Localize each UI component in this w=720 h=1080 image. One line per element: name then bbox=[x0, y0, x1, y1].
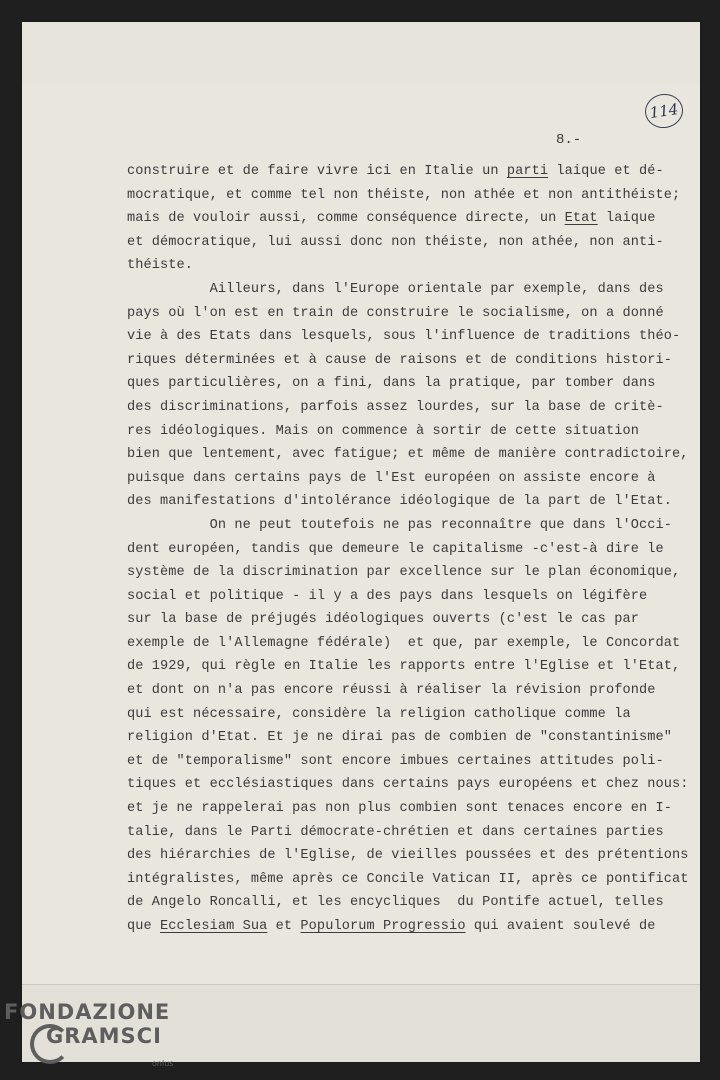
text-line bbox=[127, 726, 687, 750]
logo-suffix: onlus bbox=[152, 1059, 174, 1068]
fondazione-gramsci-logo bbox=[4, 1000, 174, 1068]
text-segment: qui est nécessaire, considère la religion catholique comme la bbox=[127, 706, 631, 722]
text-line bbox=[127, 349, 687, 373]
text-line bbox=[127, 750, 687, 774]
text-segment: laique et dé- bbox=[548, 164, 664, 179]
text-line bbox=[127, 302, 687, 326]
text-segment: religion d'Etat. Et je ne dirai pas de combien de "constantinisme" bbox=[127, 730, 672, 746]
text-line bbox=[127, 868, 687, 892]
page-number: 8.- bbox=[556, 132, 582, 148]
text-segment: mais de vouloir aussi, comme conséquence directe, un bbox=[127, 211, 565, 227]
underlined-text: Ecclesiam Sua bbox=[160, 919, 268, 934]
text-segment: vie à des Etats dans lesquels, sous l'influence de traditions théo- bbox=[127, 329, 681, 345]
text-line bbox=[127, 632, 687, 656]
text-line bbox=[127, 655, 687, 679]
text-segment: exemple de l'Allemagne fédérale) et que, par exemple, le Concordat bbox=[127, 635, 681, 651]
text-segment: construire et de faire vivre ici en Italie un bbox=[127, 164, 507, 179]
text-segment: res idéologiques. Mais on commence à sortir de cette situation bbox=[127, 423, 639, 439]
text-segment: théiste. bbox=[127, 258, 194, 274]
text-segment: de Angelo Roncalli, et les encycliques du Pontife actuel, telles bbox=[127, 895, 664, 911]
text-line bbox=[127, 915, 687, 939]
text-segment: bien que lentement, avec fatigue; et même de manière contradictoire, bbox=[127, 447, 689, 463]
text-segment: riques déterminées et à cause de raisons et de conditions histori- bbox=[127, 352, 672, 368]
text-line bbox=[127, 844, 687, 868]
text-segment: pays où l'on est en train de construire le socialisme, on a donné bbox=[127, 305, 664, 321]
text-line bbox=[127, 254, 687, 278]
text-line bbox=[127, 797, 687, 821]
text-segment: laique bbox=[597, 211, 656, 227]
typewritten-body bbox=[127, 160, 687, 939]
underlined-text: Etat bbox=[564, 211, 598, 227]
text-segment: Ailleurs, dans l'Europe orientale par exemple, dans des bbox=[127, 281, 664, 297]
text-segment: et de "temporalisme" sont encore imbues certaines attitudes poli- bbox=[127, 753, 664, 769]
text-segment: sur la base de préjugés idéologiques ouverts (c'est le cas par bbox=[127, 612, 639, 628]
text-segment: tiques et ecclésiastiques dans certains pays européens et chez nous: bbox=[127, 777, 689, 793]
text-segment: des hiérarchies de l'Eglise, de vieilles poussées et des prétentions bbox=[127, 848, 689, 864]
text-line bbox=[127, 207, 687, 231]
text-segment: de 1929, qui règle en Italie les rapports entre l'Eglise et l'Etat, bbox=[127, 659, 681, 675]
text-line bbox=[127, 538, 687, 562]
text-segment: intégralistes, même après ce Concile Vatican II, après ce pontificat bbox=[127, 871, 689, 887]
text-segment: On ne peut toutefois ne pas reconnaître que dans l'Occi- bbox=[127, 517, 672, 533]
text-line bbox=[127, 278, 687, 302]
text-segment: dent européen, tandis que demeure le capitalisme -c'est-à dire le bbox=[127, 541, 664, 557]
text-segment: que bbox=[127, 919, 161, 934]
underlined-text: parti bbox=[506, 164, 549, 179]
text-line bbox=[127, 891, 687, 915]
text-line bbox=[127, 703, 687, 727]
text-line bbox=[127, 679, 687, 703]
text-line bbox=[127, 821, 687, 845]
text-segment: et je ne rappelerai pas non plus combien sont tenaces encore en I- bbox=[127, 801, 672, 817]
text-segment: et bbox=[267, 919, 301, 934]
logo-g-mark-icon bbox=[30, 1024, 70, 1064]
text-line bbox=[127, 773, 687, 797]
text-line bbox=[127, 420, 687, 444]
text-line bbox=[127, 396, 687, 420]
underlined-text: Populorum Progressio bbox=[300, 919, 466, 934]
text-segment: social et politique - il y a des pays dans lesquels on légifère bbox=[127, 588, 648, 604]
text-line bbox=[127, 372, 687, 396]
text-segment: ques particulières, on a fini, dans la pratique, par tomber dans bbox=[127, 376, 656, 392]
text-segment: puisque dans certains pays de l'Est européen on assiste encore à bbox=[127, 470, 656, 486]
text-line bbox=[127, 514, 687, 538]
text-line bbox=[127, 608, 687, 632]
text-line bbox=[127, 325, 687, 349]
text-segment: des discriminations, parfois assez lourdes, sur la base de critè- bbox=[127, 399, 664, 415]
text-line bbox=[127, 561, 687, 585]
text-line bbox=[127, 184, 687, 208]
text-segment: qui avaient soulevé de bbox=[465, 919, 656, 934]
text-segment: talie, dans le Parti démocrate-chrétien et dans certaines parties bbox=[127, 824, 664, 840]
folio-stamp: 114 bbox=[643, 92, 685, 131]
text-line bbox=[127, 231, 687, 255]
text-line bbox=[127, 160, 687, 184]
text-segment: système de la discrimination par excellence sur le plan économique, bbox=[127, 565, 681, 581]
text-line bbox=[127, 467, 687, 491]
text-line bbox=[127, 585, 687, 609]
logo-line-1: FONDAZIONE bbox=[4, 1000, 171, 1024]
text-segment: et dont on n'a pas encore réussi à réaliser la révision profonde bbox=[127, 683, 656, 699]
text-line bbox=[127, 443, 687, 467]
text-segment: et démocratique, lui aussi donc non théiste, non athée, non anti- bbox=[127, 234, 664, 250]
logo-line-2: GRAMSCI bbox=[46, 1024, 162, 1048]
text-segment: des manifestations d'intolérance idéologique de la part de l'Etat. bbox=[127, 494, 672, 510]
text-line bbox=[127, 490, 687, 514]
text-segment: mocratique, et comme tel non théiste, non athée et non antithéiste; bbox=[127, 187, 681, 203]
